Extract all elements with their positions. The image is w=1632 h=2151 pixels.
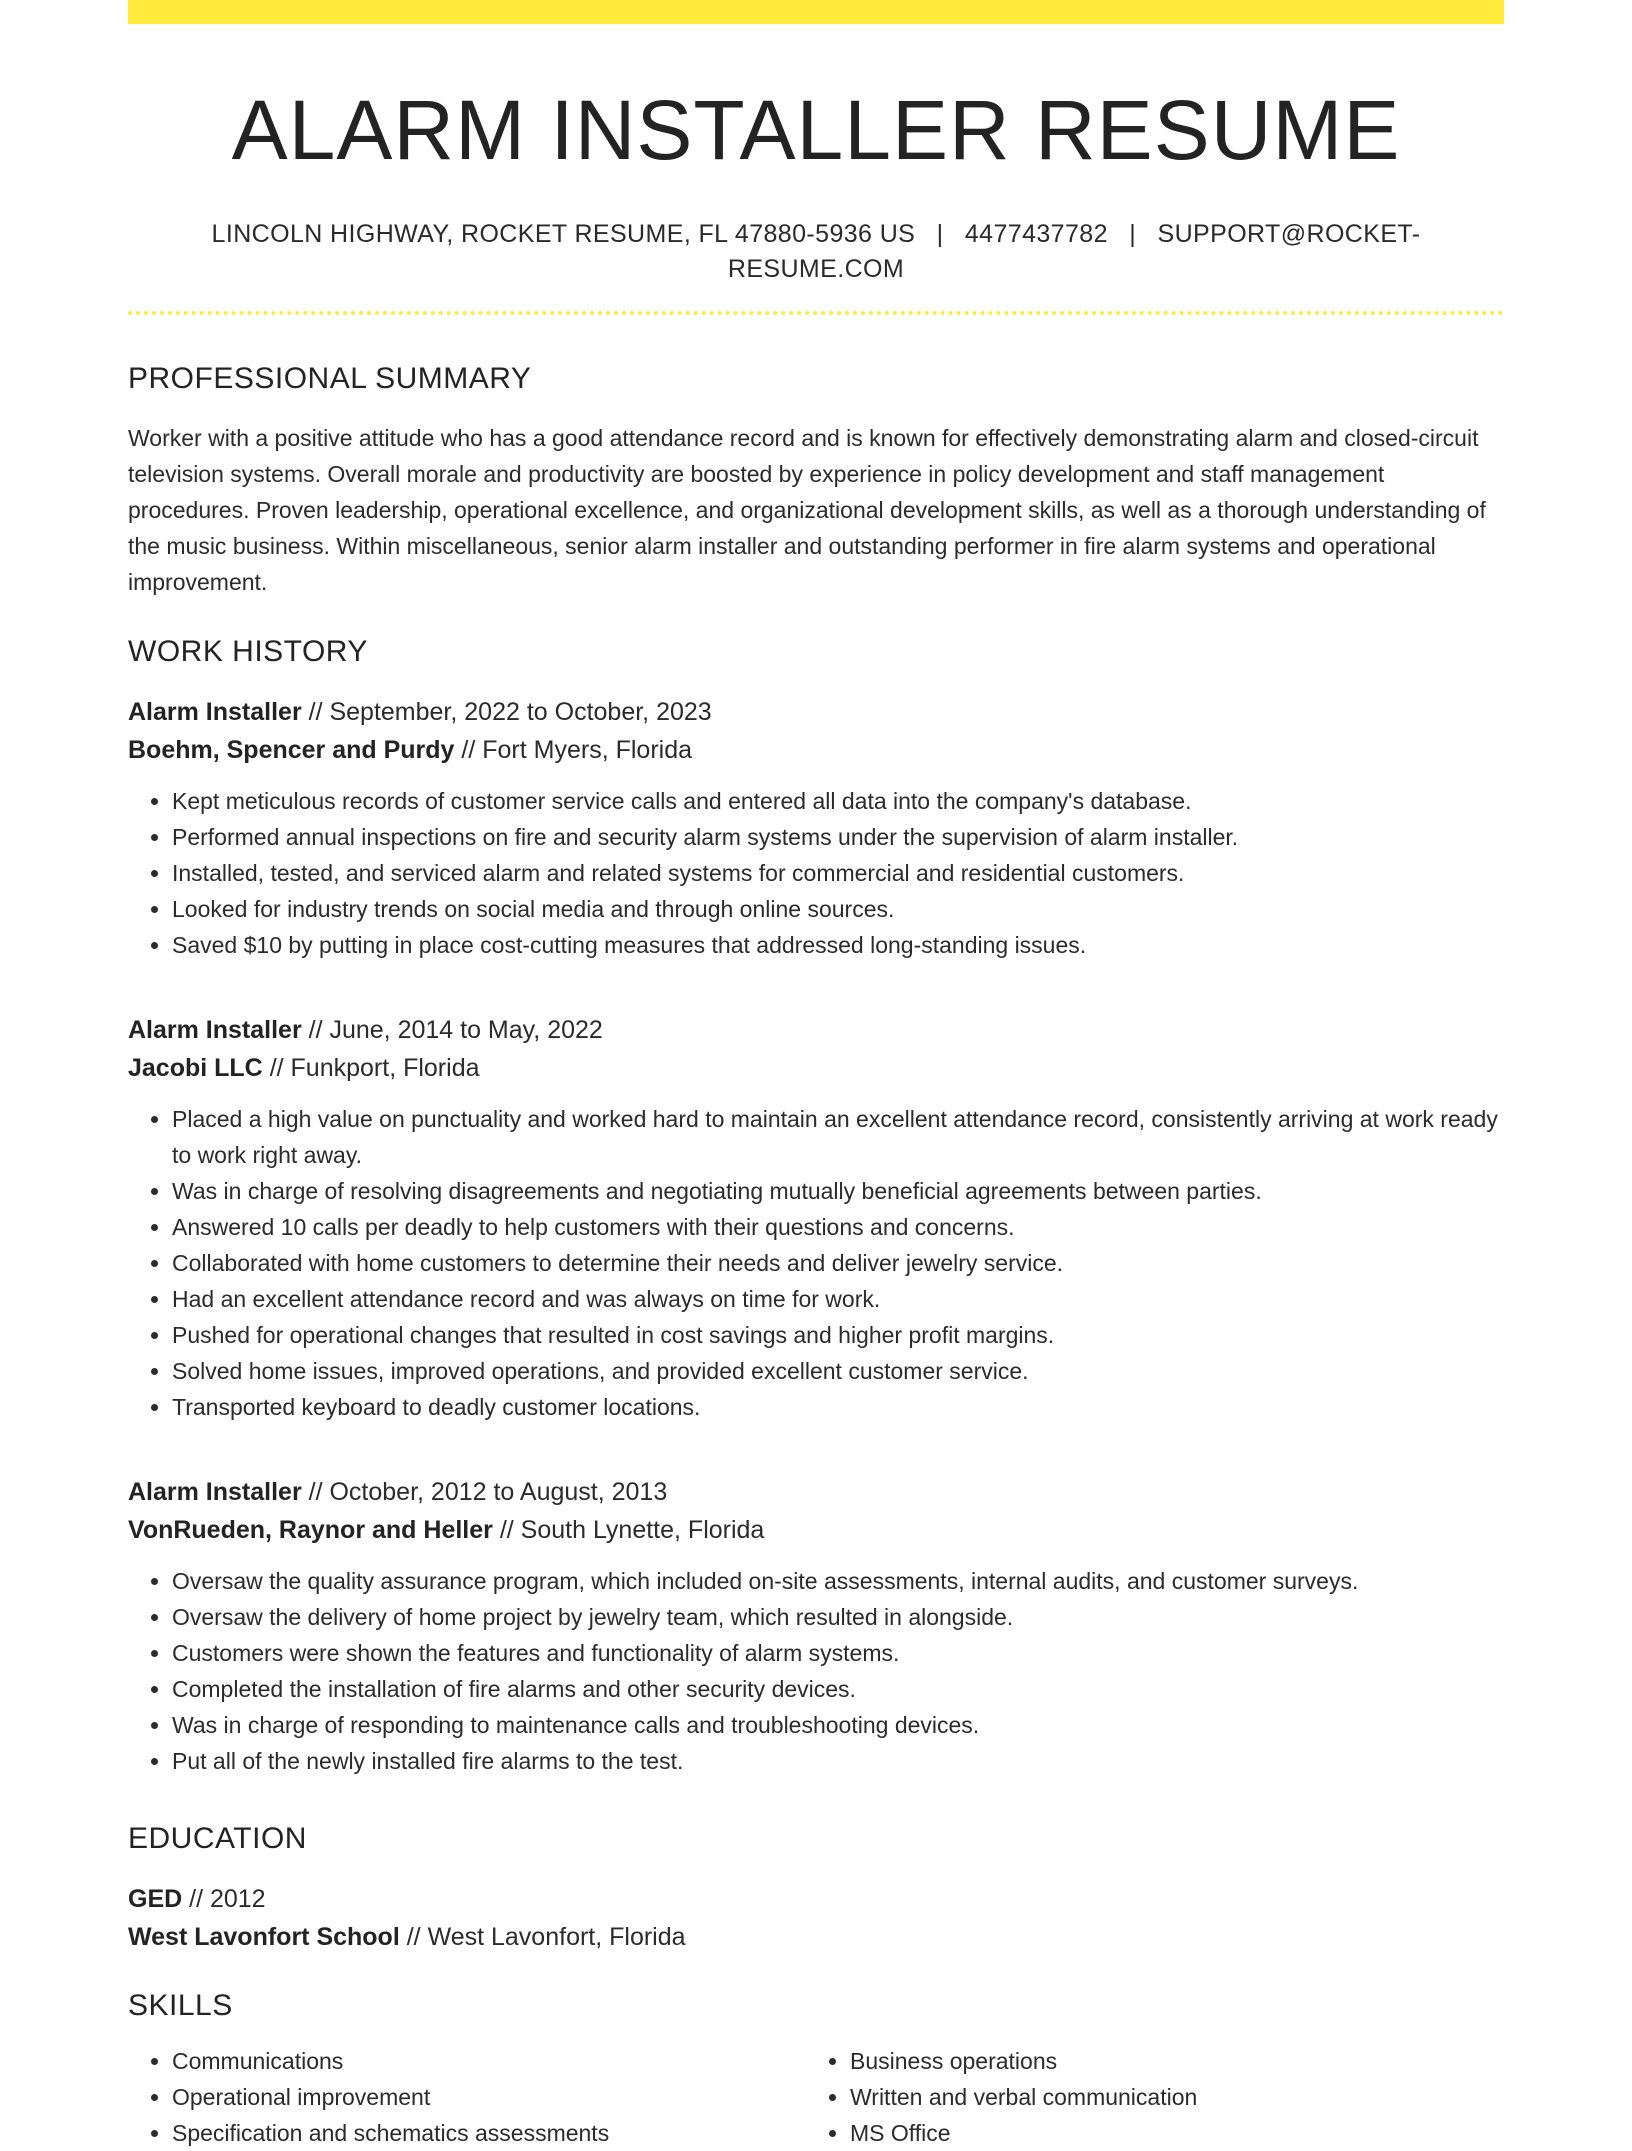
education-year: // 2012 (182, 1884, 266, 1913)
skills-columns (128, 2043, 1504, 2151)
job-company-line (128, 1511, 1504, 1549)
contact-address: LINCOLN HIGHWAY, ROCKET RESUME, FL 47880-5936 US (211, 219, 916, 248)
job-company: VonRueden, Raynor and Heller (128, 1515, 493, 1544)
skill-item: • Operational improvement (172, 2079, 806, 2115)
job-company: Boehm, Spencer and Purdy (128, 735, 455, 764)
skills-right-column (806, 2043, 1484, 2151)
skills-left-column (128, 2043, 806, 2151)
summary-heading: PROFESSIONAL SUMMARY (128, 361, 532, 395)
job-bullet: • Performed annual inspections on fire and security alarm systems under the supervision of alarm installer. (172, 819, 1504, 855)
skills-heading: SKILLS (128, 1988, 233, 2022)
accent-top-bar (128, 0, 1504, 24)
job-dates: // October, 2012 to August, 2013 (301, 1477, 668, 1506)
job-bullets (128, 783, 1504, 963)
summary-text: Worker with a positive attitude who has a good attendance record and is known for effectively demonstrating alarm and closed-circuit television systems. Overall morale and productivity are boosted by experience in policy development and staff management procedures. Proven leadership, operational excellence, and organizational development skills, as well as a thorough understanding of the music business. Within miscellaneous, senior alarm installer and outstanding performer in fire alarm systems and operational improvement. (128, 424, 1486, 595)
job-bullets (128, 1101, 1504, 1425)
resume-content (128, 24, 1504, 2151)
skill-item: • MS Office (850, 2115, 1484, 2151)
job-title: Alarm Installer (128, 1015, 302, 1044)
job-location: // Funkport, Florida (262, 1053, 480, 1082)
job-bullet: • Oversaw the quality assurance program, which included on-site assessments, internal audits, and customer surveys. (172, 1563, 1504, 1599)
job-entry (128, 693, 1504, 963)
contact-separator: | (936, 219, 944, 248)
job-title-line (128, 1473, 1504, 1511)
job-bullet: • Answered 10 calls per deadly to help customers with their questions and concerns. (172, 1209, 1504, 1245)
education-degree-line (128, 1880, 1504, 1918)
job-dates: // June, 2014 to May, 2022 (301, 1015, 603, 1044)
resume-title: ALARM INSTALLER RESUME (231, 83, 1401, 177)
header-divider (128, 311, 1504, 315)
job-title-line (128, 1011, 1504, 1049)
contact-phone: 4477437782 (964, 219, 1108, 248)
job-bullet: • Saved $10 by putting in place cost-cutting measures that addressed long-standing issues. (172, 927, 1504, 963)
skill-item: • Communications (172, 2043, 806, 2079)
job-bullet: • Customers were shown the features and functionality of alarm systems. (172, 1635, 1504, 1671)
job-location: // Fort Myers, Florida (454, 735, 693, 764)
job-company-line (128, 731, 1504, 769)
job-bullet: • Transported keyboard to deadly customer locations. (172, 1389, 1504, 1425)
job-bullet: • Oversaw the delivery of home project by jewelry team, which resulted in alongside. (172, 1599, 1504, 1635)
job-bullet: • Placed a high value on punctuality and worked hard to maintain an excellent attendance record, consistently arriving at work ready to work right away. (172, 1101, 1504, 1173)
job-bullet: • Kept meticulous records of customer service calls and entered all data into the company's database. (172, 783, 1504, 819)
job-bullets (128, 1563, 1504, 1779)
job-title: Alarm Installer (128, 697, 302, 726)
job-bullet: • Solved home issues, improved operations, and provided excellent customer service. (172, 1353, 1504, 1389)
job-bullet: • Was in charge of responding to maintenance calls and troubleshooting devices. (172, 1707, 1504, 1743)
job-bullet: • Put all of the newly installed fire alarms to the test. (172, 1743, 1504, 1779)
job-company-line (128, 1049, 1504, 1087)
education-heading: EDUCATION (128, 1821, 307, 1855)
job-title: Alarm Installer (128, 1477, 302, 1506)
education-school: West Lavonfort School (128, 1922, 400, 1951)
job-bullet: • Looked for industry trends on social media and through online sources. (172, 891, 1504, 927)
education-entry (128, 1880, 1504, 1956)
contact-separator: | (1129, 219, 1137, 248)
contact-line (128, 217, 1504, 287)
job-entry (128, 1473, 1504, 1779)
skill-item: • Business operations (850, 2043, 1484, 2079)
contact-email: SUPPORT@ROCKET-RESUME.COM (727, 219, 1421, 283)
education-location: // West Lavonfort, Florida (399, 1922, 686, 1951)
work-history-heading: WORK HISTORY (128, 634, 368, 668)
education-school-line (128, 1918, 1504, 1956)
job-bullet: • Installed, tested, and serviced alarm and related systems for commercial and residential customers. (172, 855, 1504, 891)
job-bullet: • Was in charge of resolving disagreements and negotiating mutually beneficial agreements between parties. (172, 1173, 1504, 1209)
job-entry (128, 1011, 1504, 1425)
job-bullet: • Had an excellent attendance record and was always on time for work. (172, 1281, 1504, 1317)
skill-item: • Written and verbal communication (850, 2079, 1484, 2115)
skill-item: • Specification and schematics assessments (172, 2115, 806, 2151)
job-dates: // September, 2022 to October, 2023 (301, 697, 712, 726)
job-title-line (128, 693, 1504, 731)
job-location: // South Lynette, Florida (492, 1515, 765, 1544)
job-bullet: • Collaborated with home customers to determine their needs and deliver jewelry service. (172, 1245, 1504, 1281)
job-company: Jacobi LLC (128, 1053, 263, 1082)
job-bullet: • Completed the installation of fire alarms and other security devices. (172, 1671, 1504, 1707)
education-degree: GED (128, 1884, 183, 1913)
job-bullet: • Pushed for operational changes that resulted in cost savings and higher profit margins. (172, 1317, 1504, 1353)
